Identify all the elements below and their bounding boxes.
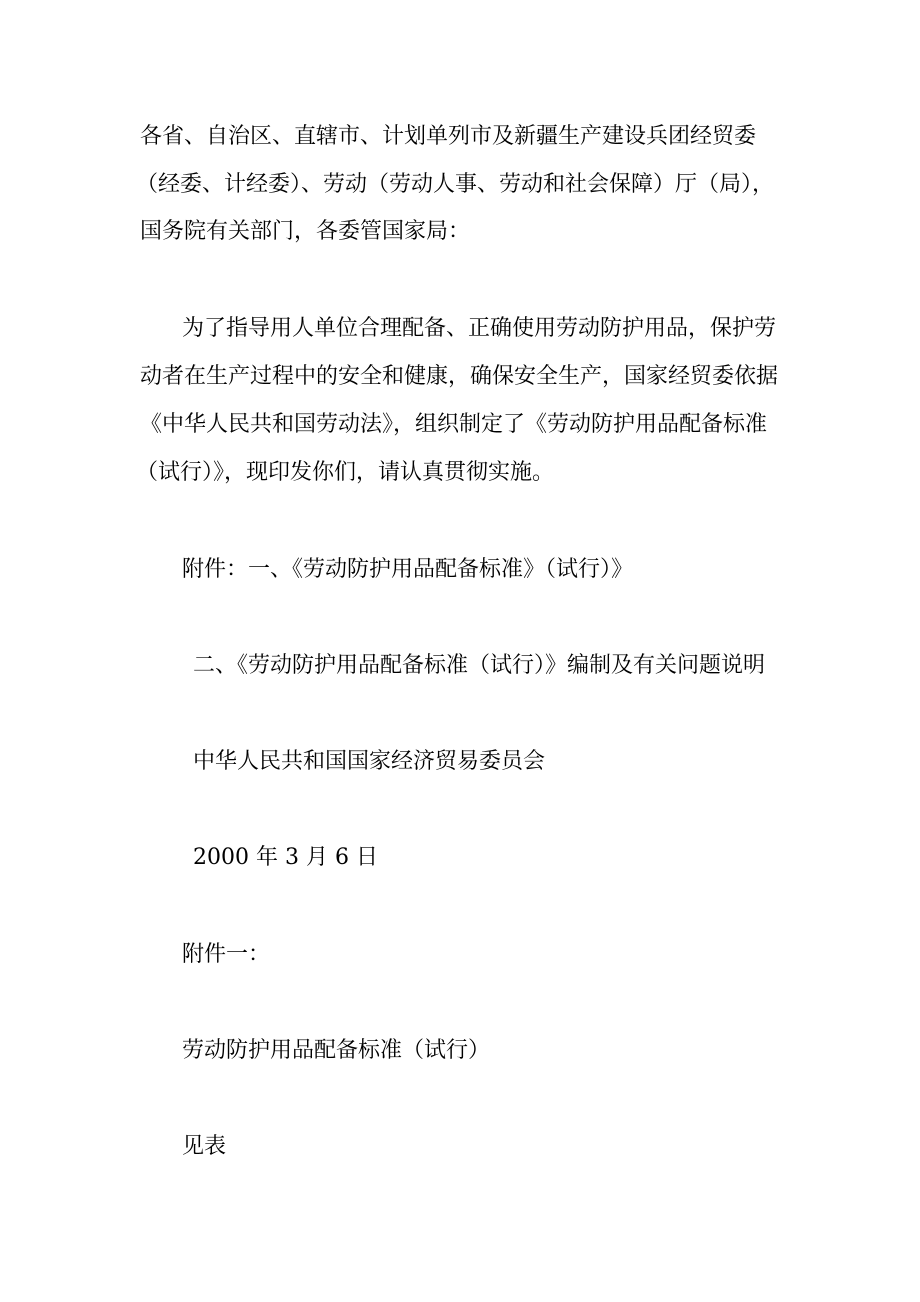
body-line-3: 《中华人民共和国劳动法》，组织制定了《劳动防护用品配备标准 — [140, 412, 768, 437]
salutation-line-1: 各省、自治区、直辖市、计划单列市及新疆生产建设兵团经贸委 — [140, 124, 757, 149]
see-table-note: 见表 — [182, 1134, 227, 1159]
body-line-1: 为了指导用人单位合理配备、正确使用劳动防护用品，保护劳 — [182, 316, 777, 341]
attachments-line-1: 附件：一、《劳动防护用品配备标准》（试行）》 — [182, 557, 634, 582]
salutation-line-2: （经委、计经委）、劳动（劳动人事、劳动和社会保障）厅（局）， — [136, 172, 775, 197]
attachments-line-2: 二、《劳动防护用品配备标准（试行）》编制及有关问题说明 — [193, 653, 766, 678]
body-line-2: 动者在生产过程中的安全和健康，确保安全生产，国家经贸委依据 — [140, 364, 779, 389]
annex-title: 劳动防护用品配备标准（试行） — [182, 1038, 491, 1063]
issue-date: 2000 年 3 月 6 日 — [193, 845, 378, 870]
annex-label: 附件一： — [182, 942, 271, 967]
salutation-line-3: 国务院有关部门，各委管国家局： — [140, 219, 471, 244]
issuer: 中华人民共和国国家经济贸易委员会 — [193, 749, 546, 774]
body-line-4: （试行）》，现印发你们，请认真贯彻实施。 — [136, 460, 555, 485]
